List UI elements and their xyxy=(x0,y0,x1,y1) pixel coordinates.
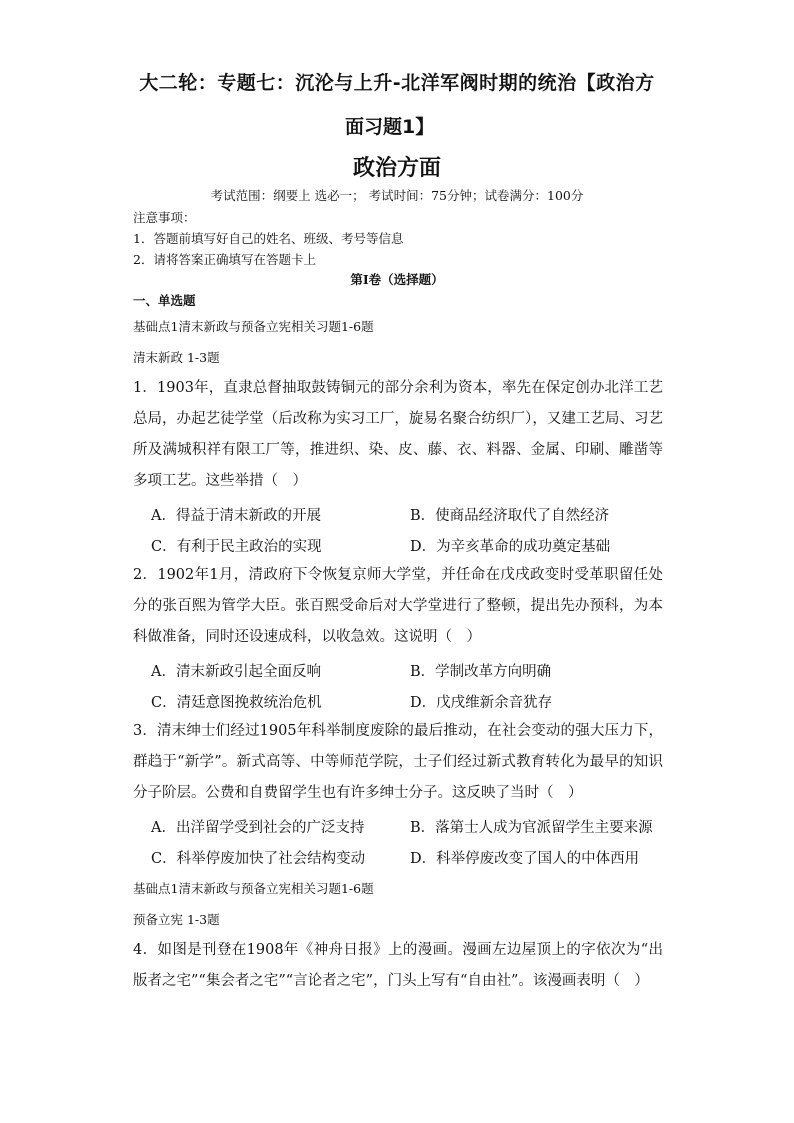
part-heading: 一、单选题 xyxy=(133,293,196,308)
question-2-text: 2．1902年1月，清政府下令恢复京师大学堂，并任命在戊戌政变时受革职留任处分的张百熙为管学大臣。张百熙受命后对大学堂进行了整顿，提出先办预科，为本科做准备，同时还设速成科，以收急效。这说明（ ） xyxy=(133,567,663,645)
group-heading: 基础点1清末新政与预备立宪相关习题1-6题 xyxy=(133,319,374,334)
question-3-option-b: B．落第士人成为官派留学生主要来源 xyxy=(410,820,653,836)
main-title: 政治方面 xyxy=(352,156,441,181)
question-2-option-c: C．清廷意图挽救统治危机 xyxy=(151,695,322,711)
document-title-line2: 面习题1】 xyxy=(345,116,435,138)
question-1-text: 1．1903年，直隶总督抽取鼓铸铜元的部分余利为资本，率先在保定创办北洋工艺总局，办起艺徒学堂（后改称为实习工厂，旋易名聚合纺织厂），又建工艺局、习艺所及满城积祥有限工厂等，推进织、染、皮、藤、衣、料器、金属、印刷、雕凿等多项工艺。这些举措（ ） xyxy=(133,380,663,489)
question-3-option-c: C．科举停废加快了社会结构变动 xyxy=(151,851,366,867)
question-1-option-b: B．使商品经济取代了自然经济 xyxy=(410,508,610,524)
subgroup-heading: 预备立宪 1-3题 xyxy=(133,912,220,927)
exam-info: 考试范围：纲要上 选必一； 考试时间：75分钟；试卷满分：100分 xyxy=(210,188,584,203)
section-title: 第I卷（选择题） xyxy=(350,272,444,287)
document-title-line1: 大二轮：专题七：沉沦与上升-北洋军阀时期的统治【政治方 xyxy=(139,72,655,94)
question-1-option-d: D．为辛亥革命的成功奠定基础 xyxy=(410,539,611,555)
question-4-text: 4．如图是刊登在1908年《神舟日报》上的漫画。漫画左边屋顶上的字依次为“出版者之宅”“集会者之宅”“言论者之宅”，门头上写有“自由社”。该漫画表明（ ） xyxy=(133,942,663,989)
question-1-option-a: A．得益于清末新政的开展 xyxy=(151,508,321,524)
question-3-text: 3．清末绅士们经过1905年科举制度废除的最后推动，在社会变动的强大压力下，群趋于“新学”。新式高等、中等师范学院，士子们经过新式教育转化为最早的知识分子阶层。公费和自费留学生也有许多绅士分子。这反映了当时（ ） xyxy=(133,723,663,801)
notice-item: 2．请将答案正确填写在答题卡上 xyxy=(133,252,316,267)
question-1-option-c: C．有利于民主政治的实现 xyxy=(151,539,322,555)
group-heading: 基础点1清末新政与预备立宪相关习题1-6题 xyxy=(133,881,374,896)
question-2-option-a: A．清末新政引起全面反响 xyxy=(151,664,321,680)
question-2-option-d: D．戊戌维新余音犹存 xyxy=(410,695,553,711)
question-2-option-b: B．学制改革方向明确 xyxy=(410,664,552,680)
subgroup-heading: 清末新政 1-3题 xyxy=(133,350,220,365)
question-3-option-d: D．科举停废改变了国人的中体西用 xyxy=(410,851,640,867)
notice-heading: 注意事项： xyxy=(133,210,196,225)
question-3-option-a: A．出洋留学受到社会的广泛支持 xyxy=(151,820,365,836)
notice-item: 1．答题前填写好自己的姓名、班级、考号等信息 xyxy=(133,231,404,246)
